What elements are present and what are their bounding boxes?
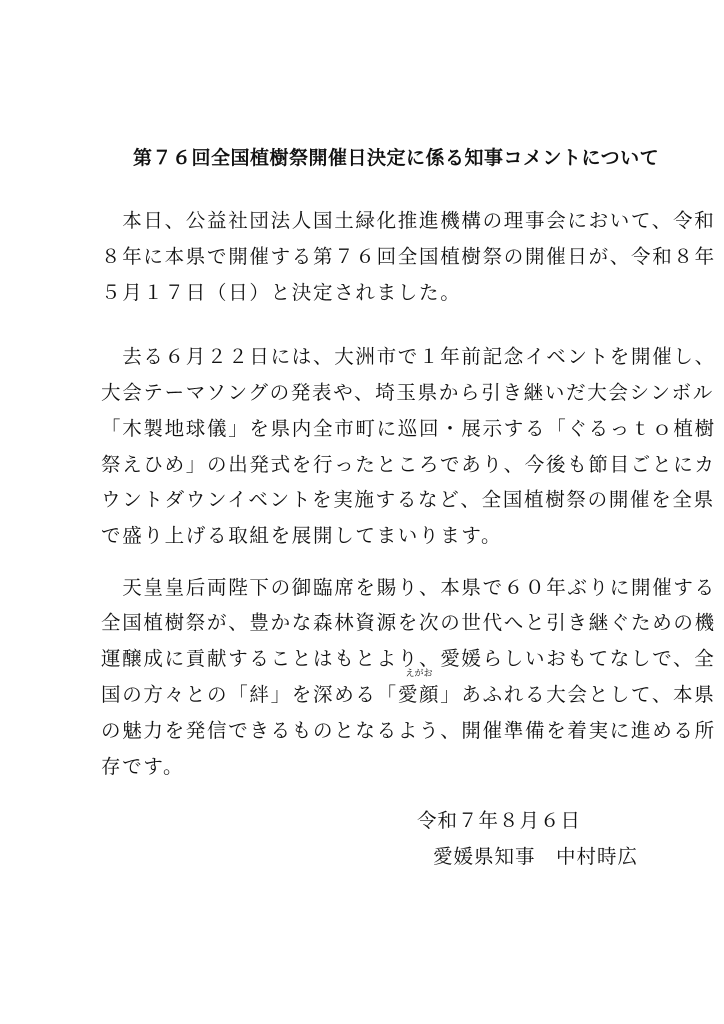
paragraph-2-line-3: 「木製地球儀」を県内全市町に巡回・展示する「ぐるっｔｏ植樹 bbox=[101, 417, 716, 440]
paragraph-3-line-3: 運醸成に貢献することはもとより、愛媛らしいおもてなしで、全 bbox=[101, 647, 716, 670]
paragraph-2-line-6: で盛り上げる取組を展開してまいります。 bbox=[101, 524, 503, 547]
paragraph-1-line-3: ５月１７日（日）と決定されました。 bbox=[101, 281, 462, 304]
signature-date: 令和７年８月６日 bbox=[417, 809, 582, 832]
paragraph-3-line-2: 全国植樹祭が、豊かな森林資源を次の世代へと引き継ぐための機 bbox=[101, 611, 716, 634]
paragraph-3-line-6: 存です。 bbox=[101, 755, 185, 778]
paragraph-3-line-1: 天皇皇后両陛下の御臨席を賜り、本県で６０年ぶりに開催する bbox=[101, 576, 716, 599]
signature-author: 愛媛県知事 中村時広 bbox=[433, 845, 639, 868]
paragraph-1-line-2: ８年に本県で開催する第７６回全国植樹祭の開催日が、令和８年 bbox=[101, 245, 716, 268]
ruby-word bbox=[397, 669, 441, 707]
paragraph-1-line-1: 本日、公益社団法人国土緑化推進機構の理事会において、令和 bbox=[101, 209, 716, 232]
document-title: 第７６回全国植樹祭開催日決定に係る知事コメントについて bbox=[133, 147, 660, 169]
paragraph-3-line-4 bbox=[101, 669, 716, 707]
ruby-reading: えがお bbox=[405, 669, 433, 679]
paragraph-2-line-4: 祭えひめ」の出発式を行ったところであり、今後も節目ごとにカ bbox=[101, 453, 716, 476]
paragraph-2-line-2: 大会テーマソングの発表や、埼玉県から引き継いだ大会シンボル bbox=[101, 381, 714, 404]
ruby-line-before: 国の方々との「絆」を深める「 bbox=[101, 683, 398, 706]
paragraph-2-line-1: 去る６月２２日には、大洲市で１年前記念イベントを開催し、 bbox=[101, 345, 716, 368]
ruby-base: 愛顔 bbox=[397, 683, 441, 706]
paragraph-2-line-5: ウントダウンイベントを実施するなど、全国植樹祭の開催を全県 bbox=[101, 488, 715, 511]
paragraph-3-line-5: の魅力を発信できるものとなるよう、開催準備を着実に進める所 bbox=[101, 719, 716, 742]
ruby-line-after: 」あふれる大会として、本県 bbox=[440, 683, 716, 706]
